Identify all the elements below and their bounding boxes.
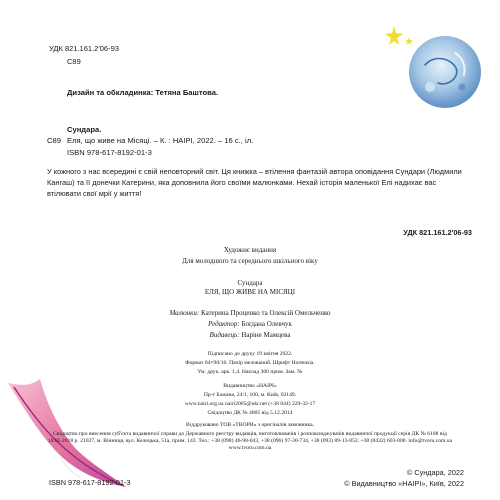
- printer-details: Свідоцтво про внесення суб'єкта видавничої справи до Державного реєстру видавців, виготовлювачів і розповсюджувачів видавничої продукції серія ДК № 6188 від 18.05.2018 р. 21027, м. Вінниця, вул. Келецька, 51а, прим. 143. Тел.: +38 (098) 46-98-043, +38 (096) 97-30-734, +38 (093) 89-13-852, +38 (0432) 603-000. info@tvoru.com.ua www.tvoru.com.ua: [47, 431, 453, 451]
- annotation-text: У кожного з нас всередині є свій неповторний світ. Ця книжка – втілення фантазій автора оповідання Сундари (Людмили Кангаш) та її донечки Катерини, яка доповнила його своїми малюнками. Нехай історія маленької Елі надихає вас втілювати свої мрії у життя!: [47, 167, 462, 198]
- edition-genre: Художнє видання: [223, 246, 277, 254]
- catalog-cutter: С89: [47, 136, 61, 145]
- copyright-publisher: © Видавництво «НАІРІ», Київ, 2022: [344, 479, 464, 488]
- publisher-certificate: Свідоцтво ДК № 4805 від 5.12.2014: [207, 410, 293, 416]
- credit-publisher-person-value: Наріне Мамцева: [241, 331, 291, 339]
- catalog-author: Сундара.: [67, 125, 102, 134]
- publisher-address: Пр-т Бажана, 24/1, 100, м. Київ, 02149.: [203, 392, 297, 398]
- edition-author: Сундара: [237, 279, 263, 287]
- publisher-name: Видавництво «НАІРІ»: [223, 383, 277, 389]
- moon-illustration-icon: [400, 35, 500, 115]
- print-sheets: Ум. друк. арк. 1,4. Наклад 300 прим. Зам. №: [197, 369, 303, 375]
- catalog-isbn: ISBN 978-617-8192-01-3: [67, 148, 152, 157]
- udk-code: УДК 821.161.2'06-93: [49, 44, 119, 53]
- credit-publisher-person: [0, 331, 500, 339]
- footer-isbn: ISBN 978-617-8192-01-3: [49, 478, 131, 487]
- credit-illustrators: [0, 309, 500, 317]
- credit-editor-label: Редактор:: [208, 320, 240, 328]
- catalog-title-line: Еля, що живе на Місяці. – К. : НАІРІ, 2022. – 16 с., іл.: [67, 136, 254, 145]
- credit-illustrators-label: Малюнки:: [169, 309, 200, 317]
- credit-editor-value: Богдана Олевчук: [241, 320, 292, 328]
- print-format: Формат 84×90/16. Папір мелований. Шрифт Hortensia.: [185, 360, 315, 366]
- copyright-author: © Сундара, 2022: [406, 468, 464, 477]
- credit-editor: [0, 320, 500, 328]
- udk-code-bottom: УДК 821.161.2'06-93: [403, 228, 472, 237]
- design-credit: Дизайн та обкладинка: Тетяна Баштова.: [67, 88, 219, 97]
- publisher-contacts: www.nairi.org.ua nairi2005@ukr.net (+38 044) 229-32-17: [184, 401, 316, 407]
- printed-by: Віддруковано ТОВ «ТВОРИ» з оригіналів замовника.: [186, 422, 314, 428]
- edition-audience: Для молодшого та середнього шкільного віку: [182, 257, 318, 265]
- edition-title: ЕЛЯ, ЩО ЖИВЕ НА МІСЯЦІ: [204, 288, 296, 296]
- print-signed-date: Підписано до друку 19 квітня 2022.: [207, 351, 293, 357]
- credit-illustrators-value: Катерина Проценко та Олексій Омельченко: [201, 309, 331, 317]
- cutter-code: С89: [67, 57, 81, 66]
- credit-publisher-person-label: Видавець:: [209, 331, 240, 339]
